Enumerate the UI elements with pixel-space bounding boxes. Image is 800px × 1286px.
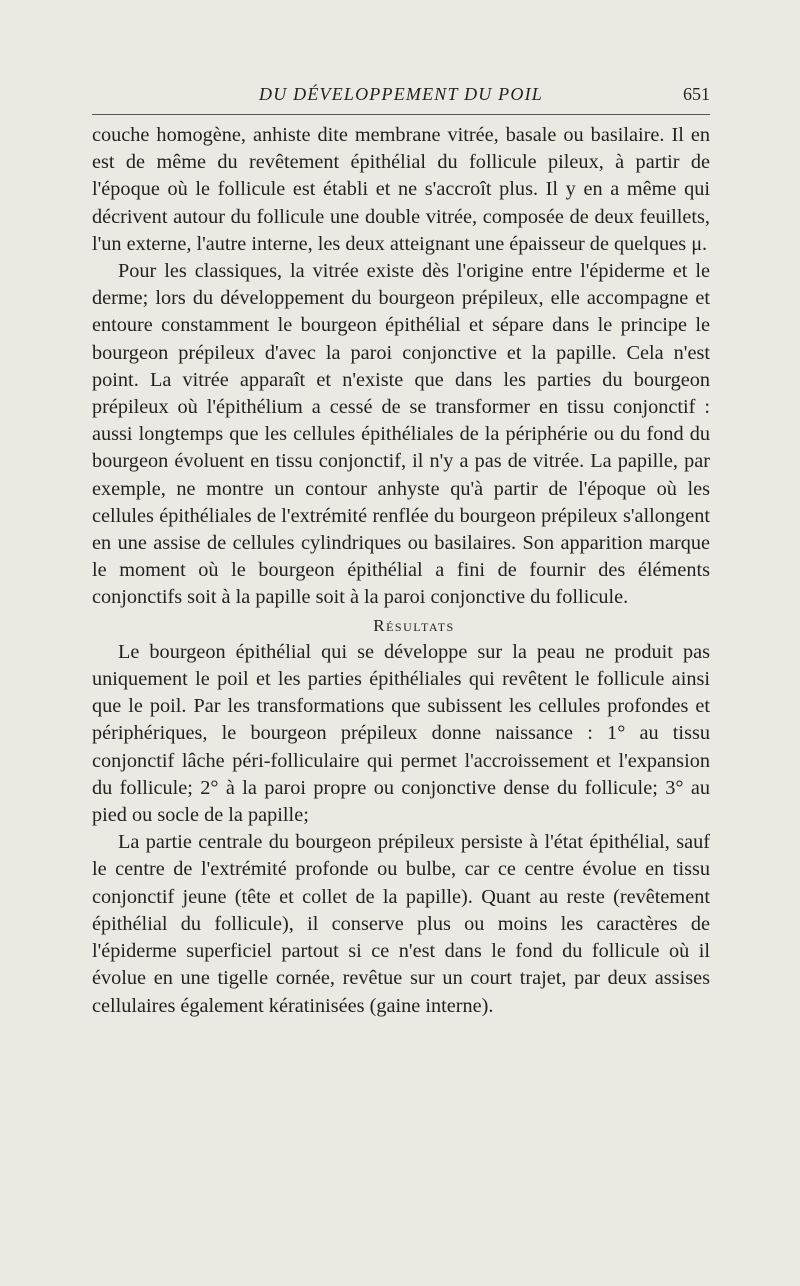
paragraph-results-2: La partie centrale du bourgeon prépileux persiste à l'état épithélial, sauf le centre de l'extrémité profonde ou bulbe, car ce centre évolue en tissu conjonctif jeune (tête et collet de la papille). Quant au reste (revêtement épithélial du follicule), il conserve plus ou moins les caractères de l'épiderme superficiel partout si ce n'est dans le fond du follicule où il évolue en une tigelle cornée, revêtue sur un court trajet, par deux assises cellulaires également kératinisées (gaine interne).: [92, 831, 710, 1017]
page-number: 651: [683, 84, 710, 104]
paragraph-results-1: Le bourgeon épithélial qui se développe sur la peau ne produit pas uniquement le poil et les parties épithéliales qui revêtent le follicule ainsi que le poil. Par les transformations que subissent les cellules profondes et périphériques, le bourgeon prépileux donne naissance : 1° au tissu conjonctif lâche péri-folliculaire qui permet l'accroissement et l'expansion du follicule; 2° à la paroi propre ou conjonctive dense du follicule; 3° au pied ou socle de la papille;: [92, 640, 710, 827]
paragraph-continued: couche homogène, anhiste dite membrane vitrée, basale ou basilaire. Il en est de même du revêtement épithélial du follicule pileux, à partir de l'époque où le follicule est établi et ne s'accroît plus. Il y en a même qui décrivent autour du follicule une double vitrée, composée de deux feuillets, l'un externe, l'autre interne, les deux atteignant une épaisseur de quelques μ.: [92, 124, 710, 255]
section-heading-text: Résultats: [373, 615, 455, 635]
paragraph-classiques: Pour les classiques, la vitrée existe dès l'origine entre l'épiderme et le derme; lors du développement du bourgeon prépileux, elle accompagne et entoure constamment le bourgeon épithélial et sépare dans le principe le bourgeon prépileux d'avec la paroi conjonctive et la papille. Cela n'est point. La vitrée apparaît et n'existe que dans les parties du bourgeon prépileux où l'épithélium a cessé de se transformer en tissu conjonctif : aussi longtemps que les cellules épithéliales de la périphérie ou du fond du bourgeon évoluent en tissu conjonctif, il n'y a pas de vitrée. La papille, par exemple, ne montre un contour anhyste qu'à partir de l'époque où les cellules épithéliales de l'extrémité renflée du bourgeon prépileux s'allongent en une assise de cellules cylindriques ou basilaires. Son apparition marque le moment où le bourgeon épithélial a fini de fournir des éléments conjonctifs soit à la papille soit à la paroi conjonctive du follicule.: [92, 260, 710, 609]
header-rule: [92, 114, 710, 115]
running-title: DU DÉVELOPPEMENT DU POIL: [259, 84, 543, 104]
page-header: [92, 84, 710, 110]
section-heading: [92, 612, 710, 639]
body-text: [92, 122, 710, 1020]
